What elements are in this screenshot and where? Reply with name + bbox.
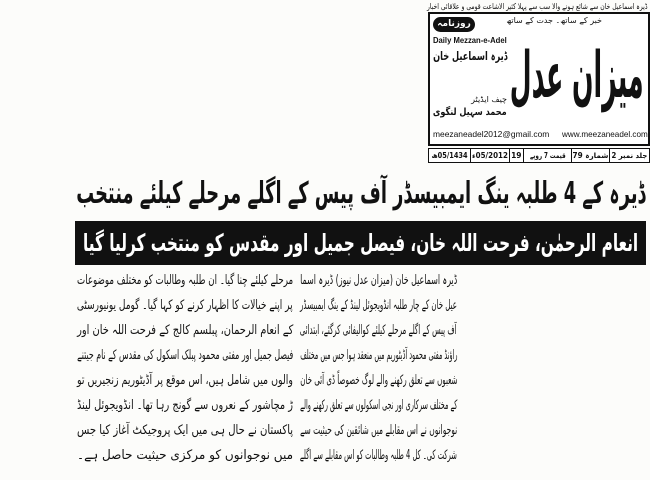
- masthead-top-strip: ڈیرہ اسماعیل خان سے شائع ہونے والا سب سے پہلا کثیر الاشاعت قومی و علاقائی اخبار: [427, 2, 648, 11]
- article-line: ڈیرہ اسماعیل خان (میزان عدل نیوز) ڈیرہ اسما: [299, 273, 457, 288]
- issue-number: شمارہ 79: [572, 151, 609, 160]
- article-subheadline: انعام الرحمٰن، فرحت اللہ خان، فیصل جمیل اور مقدس کو منتخب کرلیا گیا: [82, 229, 638, 257]
- masthead: [425, 0, 650, 165]
- masthead-website: www.meezaneadel.com: [561, 129, 648, 139]
- chief-editor-name: محمد سہیل لنگوی: [433, 107, 507, 118]
- article-line: پر اپنے خیالات کا اظہار کرنے کو کہا گیا۔ گومل یونیورسٹی: [77, 298, 293, 313]
- article-line: پاکستان نے حال ہی میں ایک پروجیکٹ آغاز کیا جس: [76, 423, 293, 438]
- newspaper-title: میزان عدل: [510, 39, 644, 113]
- issue-day: 19: [509, 149, 523, 162]
- issue-strip: [428, 148, 650, 163]
- article-column-right: [300, 268, 457, 468]
- masthead-email: meezaneadel2012@gmail.com: [433, 129, 550, 139]
- roznama-emblem: روزنامہ: [433, 17, 475, 32]
- article-line: کے انعام الرحمان، پبلسم کالج کے فرحت اللہ خان اور: [76, 323, 293, 338]
- article-line: فیصل جمیل اور مفتی محمود پبلک اسکول کی مقدس کے نام جیتنے: [76, 348, 293, 363]
- article-line: آف پیس کے اگلے مرحلے کیلئے کوالیفائی کرگئے، ابتدائی: [300, 323, 457, 338]
- article-line: نوجوانوں نے اس مقابلے میں شائقین کی حیثیت سے: [299, 423, 457, 438]
- subheadline-band: [75, 221, 646, 265]
- article-line: عیل خان کے چار طلبہ انڈویجوئل لینڈ کے ینگ ایمبیسڈر: [300, 298, 457, 313]
- article-line: راؤنڈ مفتی محمود آڈیٹوریم میں منعقد ہوا جس میں مختلف: [299, 348, 457, 363]
- issue-price: قیمت 7 روپے: [523, 149, 572, 162]
- article-line: شعبوں سے تعلق رکھنے والے لوگ خصوصاً ڈی آئی خان: [299, 373, 457, 388]
- article-line: والوں میں شامل ہیں، اس موقع پر آڈیٹوریم زنجیریں تو: [77, 373, 293, 388]
- masthead-nameplate: [428, 12, 650, 146]
- article-line: شرکت کی۔ کل 4 طلبہ وطالبات کو اس مقابلے سے اگلے: [300, 448, 457, 463]
- article-line: میں نوجوانوں کو مرکزی حیثیت حاصل ہے۔: [76, 448, 293, 463]
- english-name: Daily Mezzan-e-Adel: [433, 35, 507, 45]
- masthead-city: ڈیرہ اسماعیل خان: [432, 49, 507, 63]
- article-column-left: [77, 268, 293, 468]
- article-line: کے مختلف سرکاری اور نجی اسکولوں سے تعلق رکھنے والے: [299, 398, 457, 413]
- article-line: ڑ مچاشور کے نعروں سے گونج رہا تھا۔ انڈویجوئل لینڈ: [77, 398, 293, 413]
- issue-date-gregorian: 05/2012ء: [472, 151, 509, 160]
- masthead-tagline: خبر کے ساتھ۔ جدت کے ساتھ: [506, 16, 602, 25]
- issue-volume: جلد نمبر 2: [609, 149, 649, 162]
- issue-date-hijri: 05/1434ھ: [431, 151, 468, 160]
- article-headline: ڈیرہ کے 4 طلبہ ینگ ایمبیسڈر آف پیس کے اگلے مرحلے کیلئے منتخب: [75, 176, 645, 211]
- article-line: مرحلے کیلئے چنا گیا۔ ان طلبہ وطالبات کو مختلف موضوعات: [76, 273, 293, 288]
- chief-editor-label: چیف ایڈیٹر: [471, 95, 507, 104]
